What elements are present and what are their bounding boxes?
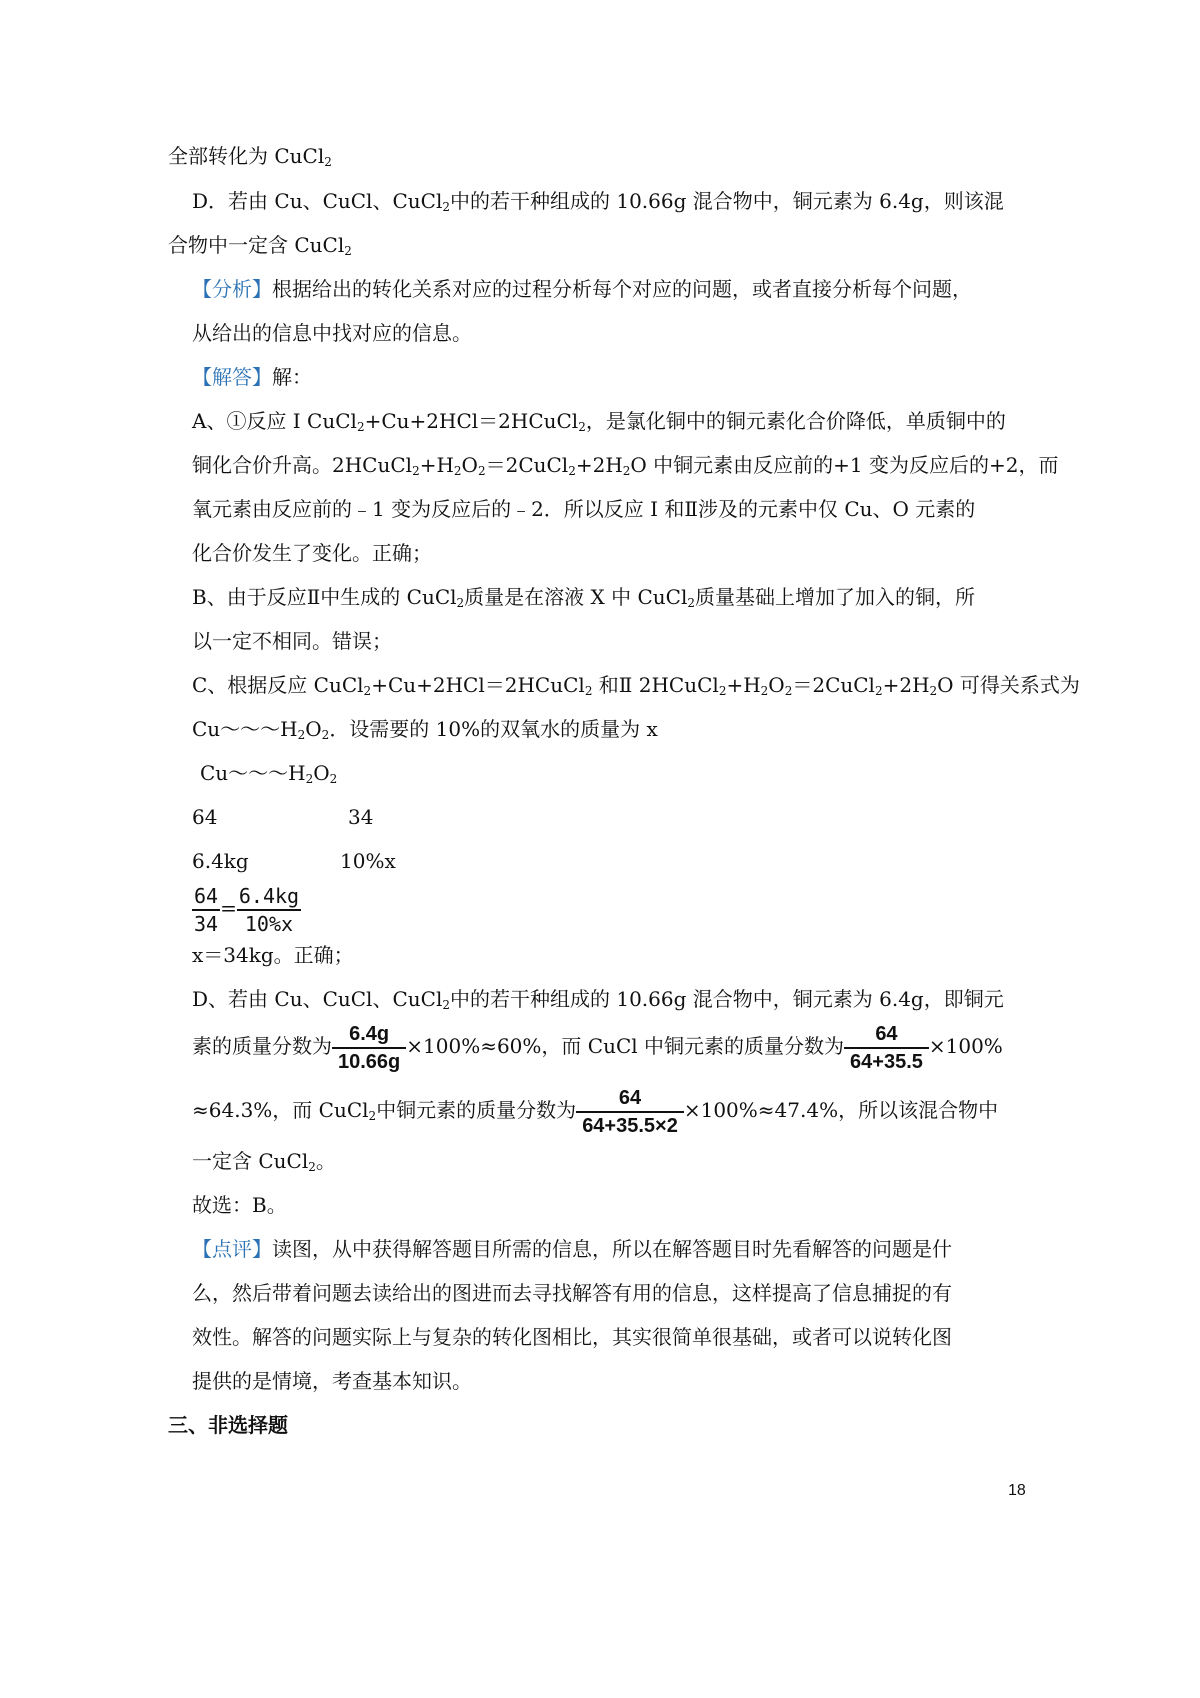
text: 从给出的信息中找对应的信息。 [192, 321, 472, 345]
subscript: 2 [363, 684, 372, 698]
subscript: 2 [412, 464, 420, 478]
fraction [332, 1021, 406, 1075]
text: 以一定不相同。错误； [192, 629, 392, 653]
analysis-line [192, 276, 972, 302]
text: 么，然后带着问题去读给出的图进而去寻找解答有用的信息，这样提高了信息捕捉的有 [192, 1281, 952, 1305]
comment-line [192, 1280, 952, 1306]
analysis-line [192, 320, 472, 346]
subscript: 2 [308, 1160, 316, 1174]
numerator: 64 [192, 883, 220, 911]
text: 解： [272, 365, 312, 389]
text: 一定含 CuCl [192, 1149, 309, 1173]
text-line [168, 143, 332, 175]
subscript: 2 [929, 684, 938, 698]
text: +H [726, 673, 761, 697]
text: +2H [882, 673, 930, 697]
text: ×100% [928, 1034, 1003, 1058]
text: 故选：B。 [192, 1193, 287, 1217]
numerator: 64 [576, 1085, 684, 1113]
text: 读图，从中获得解答题目所需的信息，所以在解答题目时先看解答的问题是什 [272, 1237, 952, 1261]
option-c-line [192, 716, 658, 748]
text: 素的质量分数为 [192, 1034, 332, 1058]
text: x＝34kg。正确； [192, 943, 354, 967]
solution-tag: 【解答】 [192, 365, 272, 389]
comment-tag: 【点评】 [192, 1237, 272, 1261]
molar-mass: 64 [192, 805, 218, 829]
text: +2H [575, 453, 623, 477]
relation-line [200, 760, 337, 792]
subscript: 2 [297, 728, 306, 742]
option-d-analysis-line [192, 1016, 1003, 1076]
text: 中铜元素的质量分数为 [376, 1098, 577, 1122]
denominator: 64+35.5×2 [582, 1114, 678, 1137]
fraction [192, 883, 220, 937]
text: ≈64.3%，而 CuCl [192, 1098, 369, 1122]
equals-sign: = [220, 896, 237, 920]
subscript: 2 [321, 728, 330, 742]
text: 质量是在溶液 X 中 CuCl [464, 585, 688, 609]
analysis-tag: 【分析】 [192, 277, 272, 301]
text: ．设需要的 10%的双氧水的质量为 x [329, 717, 658, 741]
subscript: 2 [584, 684, 593, 698]
comment-line [192, 1236, 952, 1262]
option-a-line [192, 452, 1059, 484]
subscript: 2 [718, 684, 727, 698]
fraction [576, 1085, 684, 1139]
option-a-line [192, 408, 1006, 440]
subscript: 2 [760, 684, 769, 698]
denominator: 34 [194, 911, 219, 936]
text: ×100%≈60%，而 CuCl 中铜元素的质量分数为 [406, 1034, 845, 1058]
text: ，是氯化铜中的铜元素化合价降低，单质铜中的 [585, 409, 1006, 433]
fraction [844, 1021, 929, 1075]
text: O 可得关系式为 [937, 673, 1080, 697]
option-b-line [192, 584, 975, 616]
subscript: 2 [687, 596, 696, 610]
denominator: 10.66g [338, 1050, 401, 1073]
solution-line [192, 364, 312, 390]
subscript: 2 [324, 155, 332, 169]
denominator: 64+35.5 [850, 1050, 923, 1073]
text: 质量基础上增加了加入的铜，所 [695, 585, 976, 609]
subscript: 2 [784, 684, 793, 698]
answer-line [192, 1192, 287, 1218]
subscript: 2 [453, 464, 462, 478]
fraction [237, 883, 301, 937]
text: 提供的是情境，考查基本知识。 [192, 1369, 472, 1393]
subscript: 2 [456, 596, 465, 610]
text: 。 [315, 1149, 336, 1173]
text: B、由于反应Ⅱ中生成的 CuCl [192, 585, 457, 609]
text: ＝2CuCl [485, 453, 569, 477]
text: O [461, 453, 478, 477]
subscript: 2 [344, 244, 352, 258]
comment-line [192, 1324, 952, 1350]
text: ×100%≈47.4%，所以该混合物中 [683, 1098, 999, 1122]
molar-mass: 34 [348, 805, 374, 829]
text: D、若由 Cu、CuCl、CuCl [192, 987, 443, 1011]
text: O [768, 673, 785, 697]
text: +Cu+2HCl＝2HCuCl [364, 409, 579, 433]
text: 中的若干种组成的 10.66g 混合物中，铜元素为 6.4g，即铜元 [449, 987, 1004, 1011]
proportion-equation [192, 878, 301, 938]
text: A、①反应 I CuCl [192, 409, 357, 433]
text: O [313, 761, 330, 785]
text: O [305, 717, 322, 741]
result-line [192, 942, 354, 968]
text: +H [419, 453, 454, 477]
subscript: 2 [329, 772, 338, 786]
numerator: 6.4kg [237, 883, 301, 911]
text: C、根据反应 CuCl [192, 673, 364, 697]
subscript: 2 [477, 464, 486, 478]
subscript: 2 [568, 464, 576, 478]
text: +Cu+2HCl＝2HCuCl [371, 673, 585, 697]
option-a-line [192, 496, 975, 522]
text: 全部转化为 CuCl [168, 144, 325, 168]
text: O 中铜元素由反应前的+1 变为反应后的+2，而 [630, 453, 1059, 477]
text-line [168, 232, 352, 264]
text: 和Ⅱ 2HCuCl [592, 673, 719, 697]
subscript: 2 [622, 464, 631, 478]
text: 氧元素由反应前的﹣1 变为反应后的﹣2．所以反应 I 和Ⅱ涉及的元素中仅 Cu、O 元素的 [192, 497, 976, 521]
subscript: 2 [578, 420, 586, 434]
text: 合物中一定含 CuCl [168, 233, 345, 257]
text: 根据给出的转化关系对应的过程分析每个对应的问题，或者直接分析每个问题， [272, 277, 972, 301]
text: 效性。解答的问题实际上与复杂的转化图相比，其实很简单很基础，或者可以说转化图 [192, 1325, 952, 1349]
subscript: 2 [442, 200, 450, 214]
text: 铜化合价升高。2HCuCl [192, 453, 413, 477]
subscript: 2 [442, 998, 450, 1012]
subscript: 2 [356, 420, 365, 434]
subscript: 2 [874, 684, 883, 698]
text: Cu～～～H [200, 761, 306, 785]
option-b-line [192, 628, 392, 654]
text: Cu～～～H [192, 717, 298, 741]
option-d-analysis-line [192, 1080, 998, 1146]
page-number: 18 [1008, 1482, 1026, 1499]
text: ＝2CuCl [792, 673, 875, 697]
numerator: 64 [844, 1021, 929, 1049]
text: 中的若干种组成的 10.66g 混合物中，铜元素为 6.4g，则该混 [449, 189, 1004, 213]
mass-value: 6.4kg [192, 849, 249, 873]
option-d-analysis-line [192, 1148, 336, 1180]
option-d-analysis-line [192, 986, 1004, 1018]
numerator: 6.4g [332, 1021, 406, 1049]
text: D．若由 Cu、CuCl、CuCl [192, 189, 443, 213]
option-a-line [192, 540, 432, 566]
comment-line [192, 1368, 472, 1394]
option-c-line [192, 672, 1080, 704]
section-heading: 三、非选择题 [168, 1413, 288, 1437]
denominator: 10%x [244, 911, 294, 936]
mass-value: 10%x [340, 849, 396, 873]
subscript: 2 [368, 1109, 377, 1123]
subscript: 2 [305, 772, 314, 786]
text: 化合价发生了变化。正确； [192, 541, 432, 565]
option-d-line [192, 188, 1004, 220]
